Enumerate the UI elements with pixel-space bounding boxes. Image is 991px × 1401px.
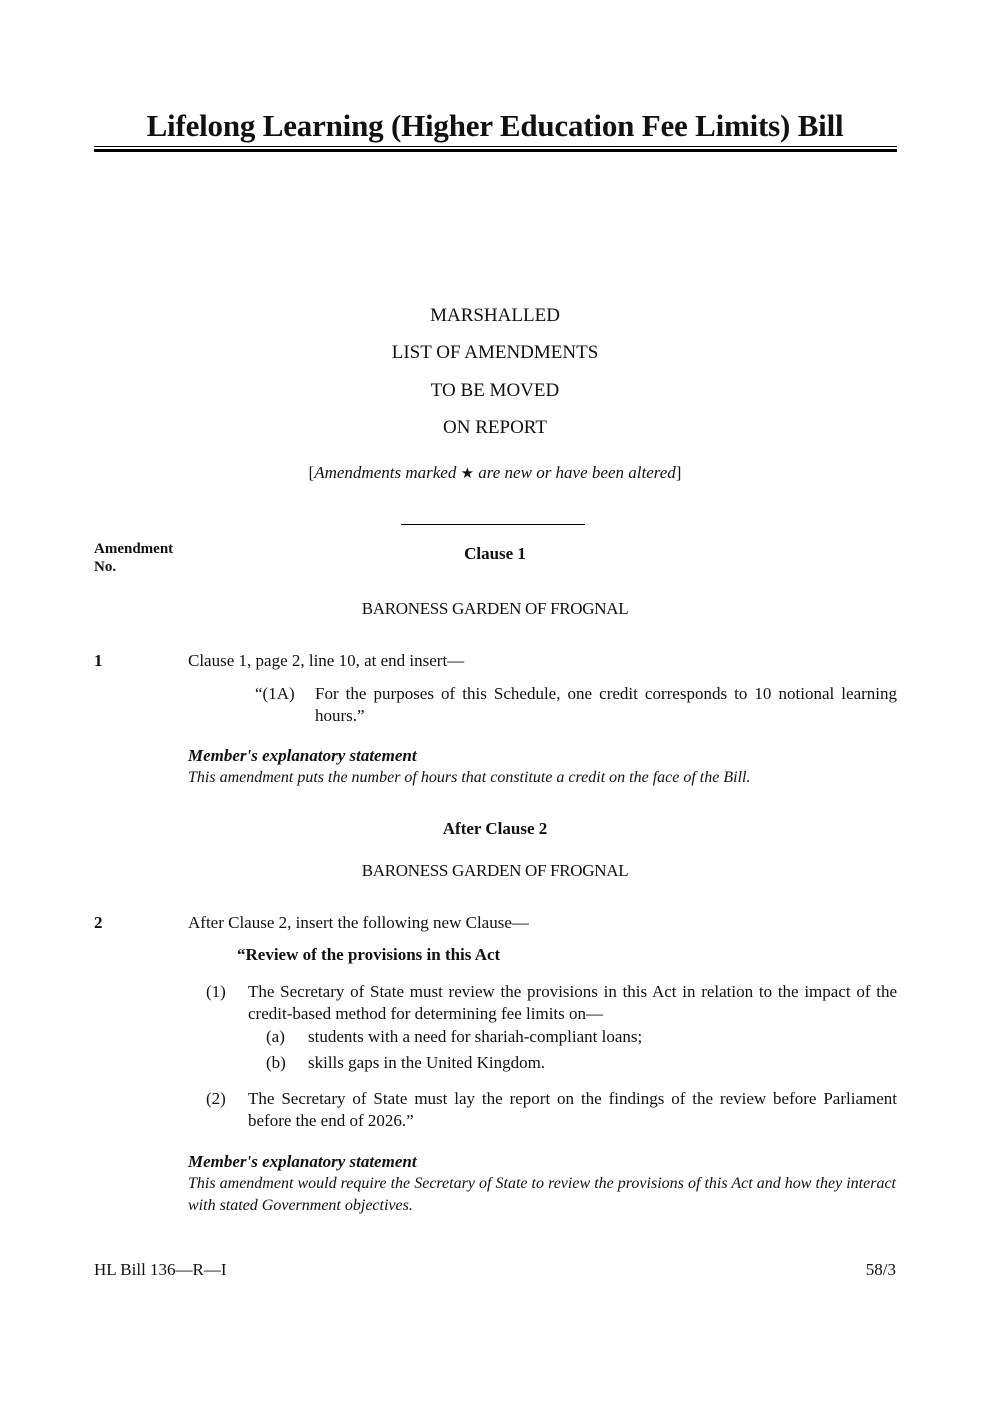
heading-line-2: LIST OF AMENDMENTS	[391, 342, 599, 363]
amendment-header-line-2: No.	[94, 559, 117, 575]
item-text: skills gaps in the United Kingdom.	[308, 1053, 546, 1072]
subsection-text: The Secretary of State must lay the report on the findings of the review before Parliament before the end of 2026.”	[248, 1089, 897, 1130]
member-name: BARONESS GARDEN OF FROGNAL	[361, 861, 629, 880]
insert-label: “(1A)	[255, 684, 295, 703]
section-divider-rule	[401, 524, 585, 525]
item-label: (a)	[266, 1027, 285, 1046]
subsection-label: (2)	[206, 1089, 226, 1108]
explanatory-statement-text: This amendment puts the number of hours that constitute a credit on the face of the Bill.	[188, 769, 751, 786]
section-heading-after-clause-2: After Clause 2	[442, 819, 548, 838]
item-text: students with a need for shariah-compliant loans;	[308, 1027, 643, 1046]
heading-line-1: MARSHALLED	[430, 305, 560, 326]
star-icon: ★	[460, 464, 475, 482]
insert-text: For the purposes of this Schedule, one credit corresponds to 10 notional learning hours.”	[315, 684, 897, 725]
page-reference: 58/3	[865, 1260, 896, 1279]
note-text-after: are new or have been altered	[474, 463, 676, 482]
amendment-instruction: Clause 1, page 2, line 10, at end insert—	[188, 651, 465, 670]
new-clause-title: “Review of the provisions in this Act	[237, 945, 501, 964]
bill-title: Lifelong Learning (Higher Education Fee Limits) Bill	[146, 108, 844, 143]
bill-reference: HL Bill 136—R—I	[94, 1260, 227, 1279]
amendment-number: 2	[94, 913, 103, 932]
section-heading-clause-1: Clause 1	[464, 544, 526, 563]
amendment-instruction: After Clause 2, insert the following new Clause—	[188, 913, 529, 932]
subsection-label: (1)	[206, 982, 226, 1001]
title-rule-thin	[94, 146, 897, 147]
subsection-text: The Secretary of State must review the provisions in this Act in relation to the impact of the credit-based method for determining fee limits on—	[248, 982, 897, 1023]
amendments-note	[94, 462, 896, 484]
note-close-bracket: ]	[675, 463, 682, 482]
explanatory-statement-text: This amendment would require the Secretary of State to review the provisions of this Act and how they interact with stated Government objectives.	[188, 1175, 896, 1214]
amendment-header-line-1: Amendment	[94, 541, 174, 557]
note-open-bracket: [	[308, 463, 315, 482]
explanatory-statement-heading: Member's explanatory statement	[188, 1152, 417, 1171]
heading-line-4: ON REPORT	[443, 417, 547, 438]
explanatory-statement-heading: Member's explanatory statement	[188, 746, 417, 765]
amendment-number: 1	[94, 651, 103, 670]
title-rule-thick	[94, 149, 897, 152]
member-name: BARONESS GARDEN OF FROGNAL	[361, 599, 629, 618]
note-text-before: Amendments marked	[314, 463, 461, 482]
item-label: (b)	[266, 1053, 286, 1072]
heading-line-3: TO BE MOVED	[430, 380, 560, 401]
